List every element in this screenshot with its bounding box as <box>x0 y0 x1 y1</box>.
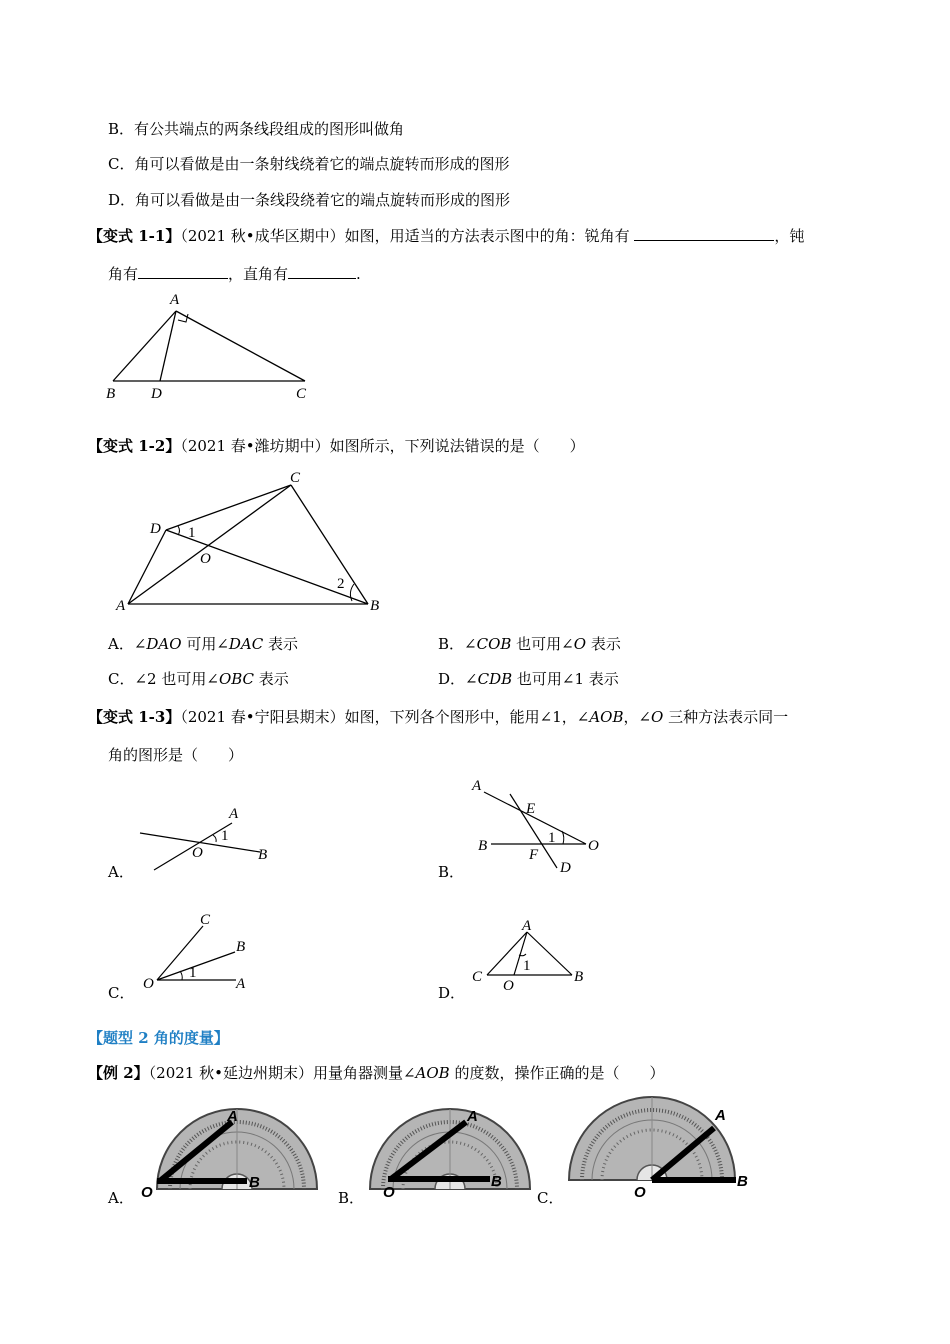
svg-text:A: A <box>522 918 532 934</box>
svg-text:D: D <box>560 860 571 876</box>
label-o: O <box>200 551 211 567</box>
svg-text:B: B <box>249 1174 260 1191</box>
example-2-tag: 【例 2】 <box>88 1064 149 1082</box>
svg-text:A: A <box>715 1107 726 1124</box>
svg-text:O: O <box>141 1184 153 1201</box>
label-a: A <box>170 292 180 308</box>
svg-text:B: B <box>737 1173 748 1190</box>
svg-text:O: O <box>588 838 599 854</box>
variant-1-1-tag: 【变式 1-1】 <box>88 227 181 245</box>
svg-text:B: B <box>258 847 268 863</box>
variant-1-3-question: 【变式 1-3】（2021 春•宁阳县期末）如图，下列各个图形中，能用∠1，∠AOB，∠O 三种方法表示同一 <box>88 708 789 726</box>
label-a: A <box>116 598 126 614</box>
fig-c-option-letter: C． <box>108 984 135 1002</box>
angle-1-label: 1 <box>188 525 196 541</box>
ex2-option-c-letter: C． <box>537 1189 564 1207</box>
example-2-question: 【例 2】（2021 秋•延边州期末）用量角器测量∠AOB 的度数，操作正确的是（ ） <box>88 1064 665 1082</box>
svg-text:B: B <box>491 1173 502 1190</box>
label-b: B <box>106 386 116 402</box>
svg-text:1: 1 <box>221 828 229 844</box>
svg-text:O: O <box>383 1184 395 1201</box>
label-d: D <box>150 521 161 537</box>
fig-b-option-letter: B． <box>438 863 465 881</box>
variant-1-1-suffix: ，钝 <box>774 227 805 245</box>
svg-text:E: E <box>526 801 536 817</box>
ex2-option-a-letter: A． <box>108 1189 134 1207</box>
variant-1-3-source: （2021 春•宁阳县期末） <box>180 708 345 726</box>
fig-d-option-letter: D． <box>438 984 466 1002</box>
right-label: ，直角有 <box>228 265 289 283</box>
variant-1-2-option-d: D．∠CDB 也可用∠1 表示 <box>438 670 619 688</box>
variant-1-3-tag: 【变式 1-3】 <box>88 708 181 726</box>
variant-1-3-line2: 角的图形是（ ） <box>108 746 244 764</box>
svg-text:B: B <box>236 939 246 955</box>
label-c: C <box>296 386 307 402</box>
svg-text:1: 1 <box>548 830 556 846</box>
ex2-option-b-letter: B． <box>338 1189 365 1207</box>
svg-text:A: A <box>472 778 482 794</box>
protractor-c <box>569 1097 735 1180</box>
svg-text:1: 1 <box>189 965 197 981</box>
svg-text:F: F <box>529 847 539 863</box>
variant-1-1-text: 如图，用适当的方法表示图中的角：锐角有 <box>344 227 630 245</box>
fig-a-option-letter: A． <box>108 863 134 881</box>
variant-1-2-tag: 【变式 1-2】 <box>88 437 181 455</box>
variant-1-2-option-a: A．∠DAO 可用∠DAC 表示 <box>108 635 299 653</box>
svg-text:A: A <box>467 1108 478 1125</box>
section-2-title: 【题型 2 角的度量】 <box>88 1029 229 1047</box>
svg-text:B: B <box>478 838 488 854</box>
variant-1-2-source: （2021 春•潍坊期中） <box>180 437 330 455</box>
variant-1-1-source: （2021 秋•成华区期中） <box>180 227 345 245</box>
label-b: B <box>370 598 380 614</box>
angle-2-label: 2 <box>337 576 345 592</box>
variant-1-2-text: 如图所示，下列说法错误的是（ ） <box>329 437 585 455</box>
svg-text:1: 1 <box>523 958 531 974</box>
label-c: C <box>290 470 301 486</box>
svg-text:C: C <box>200 912 211 928</box>
svg-text:O: O <box>503 978 514 994</box>
variant-1-2-option-b: B．∠COB 也可用∠O 表示 <box>438 635 621 653</box>
svg-text:O: O <box>634 1184 646 1201</box>
svg-text:O: O <box>192 845 203 861</box>
svg-text:A: A <box>236 976 246 992</box>
svg-text:A: A <box>229 806 239 822</box>
obtuse-label: 角有 <box>108 265 139 283</box>
svg-text:B: B <box>574 969 584 985</box>
period: . <box>356 265 361 283</box>
option-c-text: C．角可以看做是由一条射线绕着它的端点旋转而形成的图形 <box>108 155 510 173</box>
variant-1-2-option-c: C．∠2 也可用∠OBC 表示 <box>108 670 289 688</box>
option-b-text: B．有公共端点的两条线段组成的图形叫做角 <box>108 120 405 138</box>
option-d-text: D．角可以看做是由一条线段绕着它的端点旋转而形成的图形 <box>108 191 511 209</box>
svg-text:O: O <box>143 976 154 992</box>
svg-text:A: A <box>227 1108 238 1125</box>
label-d: D <box>151 386 162 402</box>
svg-text:C: C <box>472 969 483 985</box>
